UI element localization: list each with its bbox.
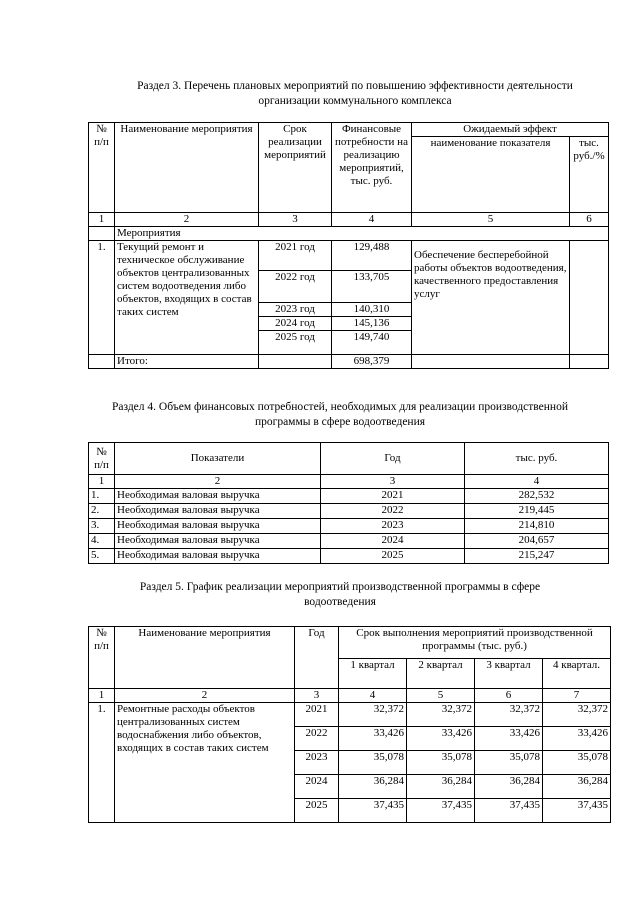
- table-row: [89, 489, 609, 504]
- s3-item-effect: Обеспечение бесперебойной работы объектов водоотведения, качественного предоставления услуг: [412, 241, 570, 355]
- section5-title: [60, 580, 620, 610]
- s3-value: 149,740: [332, 331, 412, 355]
- s3-colnum: 2: [115, 213, 259, 227]
- s3-colnum: 4: [332, 213, 412, 227]
- section3-table: [88, 122, 609, 369]
- s4-year: 2023: [321, 519, 465, 534]
- s5-q-value: 35,078: [407, 751, 475, 775]
- section5-table: [88, 626, 611, 823]
- s5-q-value: 37,435: [475, 799, 543, 823]
- s3-colnum: 1: [89, 213, 115, 227]
- s5-header-q3: 3 квартал: [475, 659, 543, 689]
- s4-colnum: 3: [321, 475, 465, 489]
- s3-colnum: 6: [570, 213, 609, 227]
- s4-header-value: тыс. руб.: [465, 443, 609, 475]
- s5-q-value: 37,435: [407, 799, 475, 823]
- s5-q-value: 32,372: [543, 703, 611, 727]
- s5-q-value: 33,426: [543, 727, 611, 751]
- s4-year: 2022: [321, 504, 465, 519]
- s5-year: 2023: [295, 751, 339, 775]
- s5-q-value: 37,435: [543, 799, 611, 823]
- s4-colnum: 1: [89, 475, 115, 489]
- s4-name: Необходимая валовая выручка: [115, 489, 321, 504]
- s3-header-term: Срок реализации мероприятий: [259, 123, 332, 213]
- s5-year: 2024: [295, 775, 339, 799]
- s4-num: 1.: [89, 489, 115, 504]
- table-row: [89, 549, 609, 564]
- table-row: [89, 504, 609, 519]
- s4-header-indicator: Показатели: [115, 443, 321, 475]
- s3-year: 2025 год: [259, 331, 332, 355]
- s5-colnum: 2: [115, 689, 295, 703]
- s5-header-num: № п/п: [89, 627, 115, 689]
- s5-q-value: 33,426: [475, 727, 543, 751]
- s5-year: 2025: [295, 799, 339, 823]
- s5-q-value: 36,284: [475, 775, 543, 799]
- s3-header-num: № п/п: [89, 123, 115, 213]
- s5-year: 2022: [295, 727, 339, 751]
- section3-title-line2: организации коммунального комплекса: [258, 95, 452, 107]
- s3-item-num: 1.: [89, 241, 115, 355]
- s5-colnum-row: [89, 689, 611, 703]
- s5-header-q4: 4 квартал.: [543, 659, 611, 689]
- s3-colnum: 3: [259, 213, 332, 227]
- s3-header-finance: Финансовые потребности на реализацию мероприятий, тыс. руб.: [332, 123, 412, 213]
- s5-q-value: 32,372: [407, 703, 475, 727]
- section4-table: [88, 442, 609, 564]
- section4-title: [60, 400, 620, 430]
- s4-name: Необходимая валовая выручка: [115, 519, 321, 534]
- s4-colnum-row: [89, 475, 609, 489]
- s4-name: Необходимая валовая выручка: [115, 504, 321, 519]
- s5-colnum: 6: [475, 689, 543, 703]
- section3-title-line1: Раздел 3. Перечень плановых мероприятий по повышению эффективности деятельности: [137, 80, 573, 92]
- s3-header-name: Наименование мероприятия: [115, 123, 259, 213]
- s4-year: 2021: [321, 489, 465, 504]
- s5-item-name: Ремонтные расходы объектов централизованных систем водоснабжения либо объектов, входящих в состав таких систем: [115, 703, 295, 823]
- s3-year: 2022 год: [259, 271, 332, 303]
- s5-item-num: 1.: [89, 703, 115, 823]
- s3-value: 129,488: [332, 241, 412, 271]
- s3-total-label: Итого:: [115, 355, 259, 369]
- s3-year: 2023 год: [259, 303, 332, 317]
- s3-header-effect: Ожидаемый эффект: [412, 123, 609, 137]
- s4-name: Необходимая валовая выручка: [115, 549, 321, 564]
- s5-header-q1: 1 квартал: [339, 659, 407, 689]
- s5-q-value: 33,426: [407, 727, 475, 751]
- s4-value: 204,657: [465, 534, 609, 549]
- s5-year: 2021: [295, 703, 339, 727]
- s3-item-unit-empty: [570, 241, 609, 355]
- s5-colnum: 1: [89, 689, 115, 703]
- s5-q-value: 35,078: [543, 751, 611, 775]
- s4-year: 2025: [321, 549, 465, 564]
- s3-group-label: Мероприятия: [115, 227, 609, 241]
- s5-q-value: 32,372: [475, 703, 543, 727]
- table-row: [89, 703, 611, 727]
- s3-value: 145,136: [332, 317, 412, 331]
- s5-q-value: 35,078: [475, 751, 543, 775]
- s4-num: 3.: [89, 519, 115, 534]
- s3-year: 2024 год: [259, 317, 332, 331]
- section5-title-line2: водоотведения: [304, 596, 376, 608]
- s4-header-year: Год: [321, 443, 465, 475]
- s4-value: 214,810: [465, 519, 609, 534]
- s3-total-row: [89, 355, 609, 369]
- s3-item-name: Текущий ремонт и техническое обслуживание объектов централизованных систем водоотведения либо объектов, входящих в состав таких систем: [115, 241, 259, 355]
- s3-total-value: 698,379: [332, 355, 412, 369]
- s5-q-value: 37,435: [339, 799, 407, 823]
- s5-q-value: 32,372: [339, 703, 407, 727]
- s5-colnum: 3: [295, 689, 339, 703]
- s5-q-value: 36,284: [543, 775, 611, 799]
- s3-value: 133,705: [332, 271, 412, 303]
- s5-header-name: Наименование мероприятия: [115, 627, 295, 689]
- table-row: [89, 534, 609, 549]
- section5-title-line1: Раздел 5. График реализации мероприятий производственной программы в сфере: [139, 581, 541, 593]
- s5-header-period: Срок выполнения мероприятий производственной программы (тыс. руб.): [339, 627, 611, 659]
- s4-colnum: 2: [115, 475, 321, 489]
- s4-name: Необходимая валовая выручка: [115, 534, 321, 549]
- s4-year: 2024: [321, 534, 465, 549]
- s3-value: 140,310: [332, 303, 412, 317]
- s5-q-value: 36,284: [407, 775, 475, 799]
- s5-q-value: 35,078: [339, 751, 407, 775]
- s4-num: 5.: [89, 549, 115, 564]
- s5-colnum: 7: [543, 689, 611, 703]
- s5-header-year: Год: [295, 627, 339, 689]
- table-row: [89, 241, 609, 271]
- s5-colnum: 4: [339, 689, 407, 703]
- s3-header-unit: тыс. руб./%: [570, 137, 609, 213]
- s3-year: 2021 год: [259, 241, 332, 271]
- s4-colnum: 4: [465, 475, 609, 489]
- section3-title: [70, 79, 640, 109]
- s4-num: 2.: [89, 504, 115, 519]
- section4-title-line2: программы в сфере водоотведения: [254, 416, 426, 428]
- s5-q-value: 33,426: [339, 727, 407, 751]
- s5-header-q2: 2 квартал: [407, 659, 475, 689]
- table-row: [89, 519, 609, 534]
- s3-colnum-row: [89, 213, 609, 227]
- s4-num: 4.: [89, 534, 115, 549]
- s4-value: 219,445: [465, 504, 609, 519]
- s4-value: 282,532: [465, 489, 609, 504]
- s5-q-value: 36,284: [339, 775, 407, 799]
- s5-colnum: 5: [407, 689, 475, 703]
- s3-colnum: 5: [412, 213, 570, 227]
- s4-value: 215,247: [465, 549, 609, 564]
- s4-header-num: № п/п: [89, 443, 115, 475]
- section4-title-line1: Раздел 4. Объем финансовых потребностей, необходимых для реализации производственной: [112, 401, 568, 413]
- s3-header-indicator: наименование показателя: [412, 137, 570, 213]
